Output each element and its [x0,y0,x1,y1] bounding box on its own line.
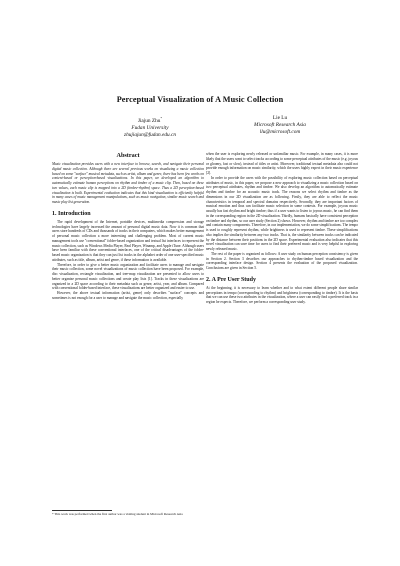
author-name: Lie Lu [272,115,288,121]
footnote-divider [52,510,112,511]
author-name: Jiajun Zhu [137,117,161,124]
body-paragraph: when the user is exploring newly released or unfamiliar music. For example, in many cases, it is more likely that the users want to select tracks according to some perceptual attributes of the music (e.g. joyous or gloomy, fast or slow), instead of titles or artist. Moreover, traditional textual metadata also could not provide enough information on music similarity, which the users highly expect in their music experience [2]. [206,152,358,175]
author-block-1 [95,115,205,139]
abstract-text: Music visualization provides users with a new interface to browse, search, and navigate their personal digital music collection. Although there are several previous works on visualizing a music collection based on some "surface" musical metadata, such as artist, album and genre, there has been few works on content-based or perception-based visualizations. In this paper, we developed an algorithm to automatically estimate human perceptions on rhythm and timbre of a music clip. Then, based on these two values, each music clip is mapped into a 2D (timbre-rhythm) space. Thus a 2D perception-based visualization is built. Experimental evaluation indicates that this kind visualization is efficiently helpful in many cases of music management manipulations, such as music navigation, similar music search and music play list generation. [52,162,204,204]
section-heading: 2. A Pre User Study [206,276,256,283]
author-affiliation: Microsoft Research Asia [254,122,306,128]
section-heading: 1. Introduction [52,210,91,217]
author-email: zhujiajun@fudan.edu.cn [124,131,176,138]
paper-title: Perceptual Visualization of A Music Collection [116,95,284,104]
right-column [206,152,358,305]
author-block-2 [215,115,345,136]
left-column [52,152,204,301]
body-paragraph: In order to provide the users with the possibility of exploring music collection based on perceptual attributes of music, in this paper, we propose a new approach to visualizing a music collection based on two perceptual attributes, rhythm and timbre. We also develop an algorithm to automatically estimate rhythm and timbre for an acoustic music track. The reasons we select rhythm and timbre as the dimensions in our 2D visualization are as following. Firstly, they are able to reflect the music characteristics in temporal and spectral domains respectively. Secondly, they are important factors of musical emotion and thus can facilitate music selection in some contexts. For example, joyous music usually has fast rhythm and bright timbre; thus if a user wants to listen to joyous music, he can find them in the corresponding region in the 2D visualization. Thirdly, humans basically have consistent perception on timbre and rhythm, so our user study (Section 2) shows. However, rhythm and timbre are too complex and contain many components. Therefore, in our implementation, we do some simplifications. The tempo is used to roughly represent rhythm, while brightness is used to represent timbre. These simplifications also implies the similarity between any two tracks. That is, the similarity between tracks can be indicated by the distance between their positions in the 2D space. Experimental evaluation also indicates that this novel visualization can save time for users to find their preferred music and is very helpful in exploring newly released music. [206,175,358,251]
intro-paragraph: Therefore, in order to give a better music organization and facilitate users to manage and navigate their music collection, some novel visualizations of music collection have been proposed. For example, disc visualization, rectangle visualization, and tree-map visualization are presented to allow users to better organize personal music collections and create play lists [1]. Tracks in these visualizations are organized in a 2D space according to their metadata such as genre, artist, year, and album. Compared with conventional folder-based interface, these visualizations are better organized and easier to use. [52,262,204,291]
author-affiliation: Fudan University [131,124,169,131]
author-email: llu@microsoft.com [259,129,301,135]
author-footnote-mark: * [160,116,163,120]
body-paragraph: The rest of the paper is organized as follows: A user study on human perception consistency is given in Section 2. Section 3 describes our approaches to rhythm-timbre based visualization and the corresponding interface design. Section 4 presents the evaluation of the proposed visualization. Conclusions are given in Section 5. [206,251,358,270]
abstract-heading: Abstract [116,152,140,159]
intro-paragraph: The rapid development of the Internet, portable devices, multimedia compression and storage technologies have largely increased the amount of personal digital music data. Now it is common that users store hundreds of CDs and thousands of tracks in their computers, which makes better management of personal music collection a more interesting and challenging problem. Most of current music management tools use "conventional" folder-based organization and textual list interfaces to represent the music collection, such as Windows Media Player, Real Player, Winamp, and Apple iTune. Although users have been familiar with these conventional interfaces, one of the critical disadvantages of the folder-based music organization is that they can just list tracks in the alphabet order of one user-specified music attributes, such as title, album, artist and genre, if these information is available. [52,219,204,262]
body-paragraph: At the beginning, it is necessary to learn whether and to what extent different people share similar perceptions in tempo (corresponding to rhythm) and brightness (corresponding to timbre). It is the basis that we can use these two attributes in the visualization, where a user can easily find a preferred track in a region he expects. Therefore, we perform a corresponding user study. [206,285,358,304]
intro-paragraph: However, the above textual information (artist, genre) only describes "surface" concepts and sometimes is not enough for a user to manage and navigate the music collection, especially [52,291,204,300]
footnote: * This work was performed when the first author was a visiting student in Microsoft Research Asia [52,512,183,516]
